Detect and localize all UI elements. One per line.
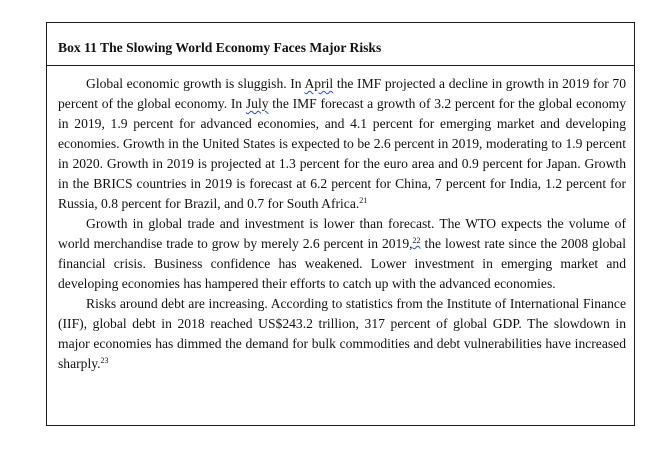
box-header	[47, 23, 634, 66]
footnote-ref: 23	[100, 356, 109, 365]
spellcheck-word: April	[304, 76, 334, 91]
paragraph-text: the IMF projected a decline in growth in 2019 for 70 percent of the global economy. In	[58, 76, 627, 111]
footnote-ref: 21	[359, 196, 368, 205]
info-box	[46, 22, 635, 426]
paragraph-debt	[58, 294, 626, 374]
paragraph-global-growth	[58, 74, 626, 214]
paragraph-trade	[58, 214, 626, 294]
spellcheck-word: July	[245, 96, 269, 111]
box-title: Box 11 The Slowing World Economy Faces Major Risks	[58, 40, 382, 55]
footnote-ref: 22	[412, 236, 421, 245]
paragraph-text: the IMF forecast a growth of 3.2 percent for the global economy in 2019, 1.9 percent for advanced economies, and 4.1 percent for emerging market and developing economies. Growth in the United States is expected to be 2.6 percent in 2019, moderating to 1.9 percent in 2020. Growth in 2019 is projected at 1.3 percent for the euro area and 0.9 percent for Japan. Growth in the BRICS countries in 2019 is forecast at 6.2 percent for China, 7 percent for India, 1.2 percent for Russia, 0.8 percent for Brazil, and 0.7 for South Africa.	[58, 96, 627, 211]
box-body	[58, 74, 626, 374]
paragraph-text: Growth in global trade and investment is lower than forecast. The WTO expects the volume of world merchandise trade to grow by merely 2.6 percent in 2019,	[58, 216, 626, 251]
paragraph-text: Risks around debt are increasing. According to statistics from the Institute of International Finance (IIF), global debt in 2018 reached US$243.2 trillion, 317 percent of global GDP. The slowdown in major economies has dimmed the demand for bulk commodities and debt vulnerabilities have increased sharply.	[58, 296, 626, 371]
paragraph-text: the lowest rate since the 2008 global financial crisis. Business confidence has weakened. Lower investment in emerging market and developing economies has hampered their efforts to catch up with the advanced economies.	[58, 236, 626, 291]
paragraph-text: Global economic growth is sluggish. In	[86, 76, 305, 91]
